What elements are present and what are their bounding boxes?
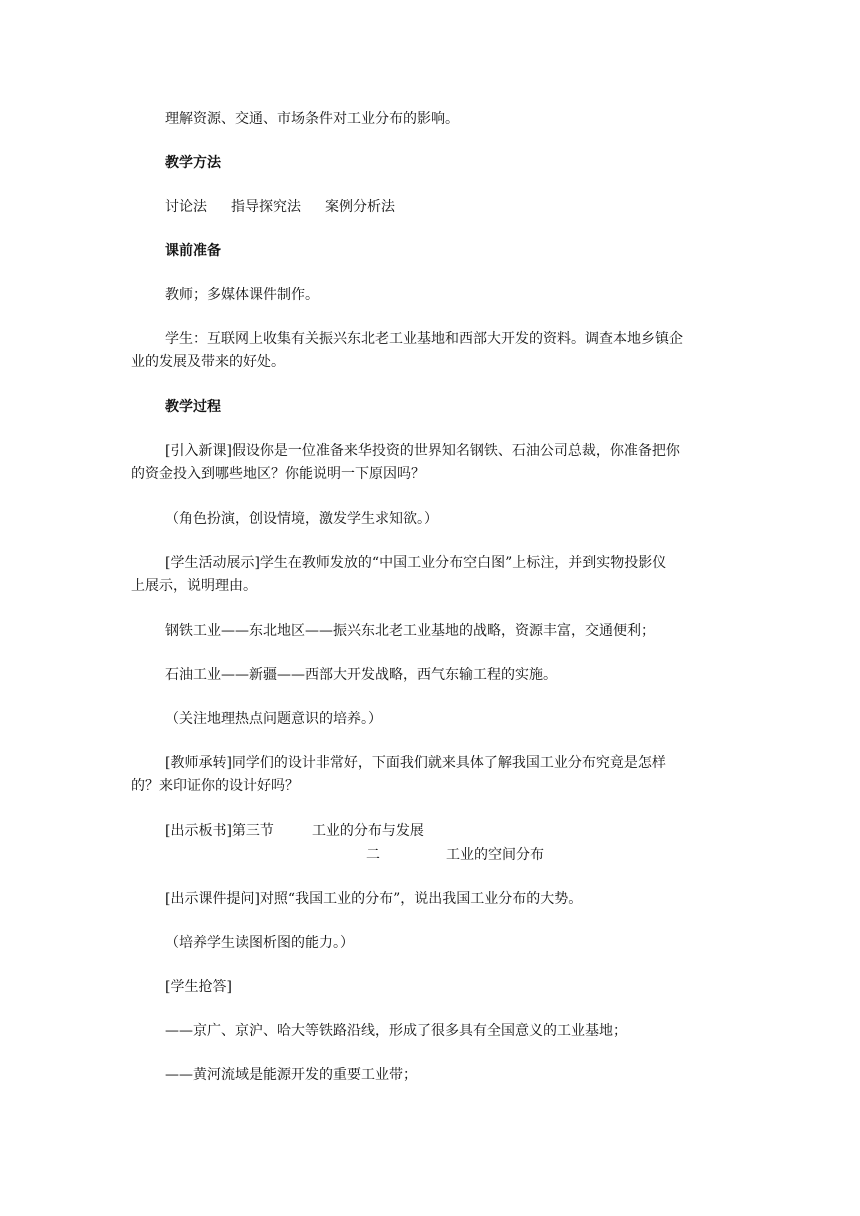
answer-line-1: ——京广、京沪、哈大等铁路沿线，形成了很多具有全国意义的工业基地； xyxy=(165,1023,627,1039)
intro-line-1: [引入新课]假设你是一位准备来华投资的世界知名钢铁、石油公司总裁，你准备把你 xyxy=(165,443,680,459)
board-sub-title: 工业的空间分布 xyxy=(446,847,544,863)
teacher-prep: 教师；多媒体课件制作。 xyxy=(165,287,319,303)
note-role-play: （角色扮演，创设情境，激发学生求知欲。） xyxy=(165,511,438,527)
transition-line-1: [教师承转]同学们的设计非常好，下面我们就来具体了解我国工业分布究竟是怎样 xyxy=(165,755,666,771)
oil-industry-line: 石油工业——新疆——西部大开发战略，西气东输工程的实施。 xyxy=(165,667,557,683)
method-item: 指导探究法 xyxy=(231,199,301,215)
board-label: [出示板书]第三节 xyxy=(165,823,274,839)
intro-line-2: 的资金投入到哪些地区？你能说明一下原因吗？ xyxy=(131,466,425,482)
student-prep-line-1: 学生：互联网上收集有关振兴东北老工业基地和西部大开发的资料。调查本地乡镇企 xyxy=(165,331,683,347)
board-sub-num: 二 xyxy=(366,847,380,863)
method-item: 案例分析法 xyxy=(325,199,395,215)
question-line: [出示课件提问]对照“我国工业的分布”，说出我国工业分布的大势。 xyxy=(165,891,583,907)
board-subheading xyxy=(366,844,860,866)
board-title: 工业的分布与发展 xyxy=(311,823,424,839)
note-map-reading: （培养学生读图析图的能力。） xyxy=(165,935,354,951)
board-heading xyxy=(165,820,765,842)
answer-label: [学生抢答] xyxy=(165,979,232,995)
activity-line-2: 上展示，说明理由。 xyxy=(131,578,257,594)
activity-line-1: [学生活动展示]学生在教师发放的“中国工业分布空白图”上标注，并到实物投影仪 xyxy=(165,555,667,571)
note-hot-topics: （关注地理热点问题意识的培养。） xyxy=(165,711,382,727)
objective-line: 理解资源、交通、市场条件对工业分布的影响。 xyxy=(165,111,459,127)
method-item: 讨论法 xyxy=(165,199,207,215)
prep-heading: 课前准备 xyxy=(165,243,221,259)
student-prep-line-2: 业的发展及带来的好处。 xyxy=(131,354,285,370)
process-heading: 教学过程 xyxy=(165,399,221,415)
steel-industry-line: 钢铁工业——东北地区——振兴东北老工业基地的战略，资源丰富，交通便利； xyxy=(165,623,655,639)
methods-heading: 教学方法 xyxy=(165,155,221,171)
transition-line-2: 的？来印证你的设计好吗？ xyxy=(131,778,299,794)
methods-list xyxy=(165,196,765,218)
answer-line-2: ——黄河流域是能源开发的重要工业带； xyxy=(165,1067,417,1083)
